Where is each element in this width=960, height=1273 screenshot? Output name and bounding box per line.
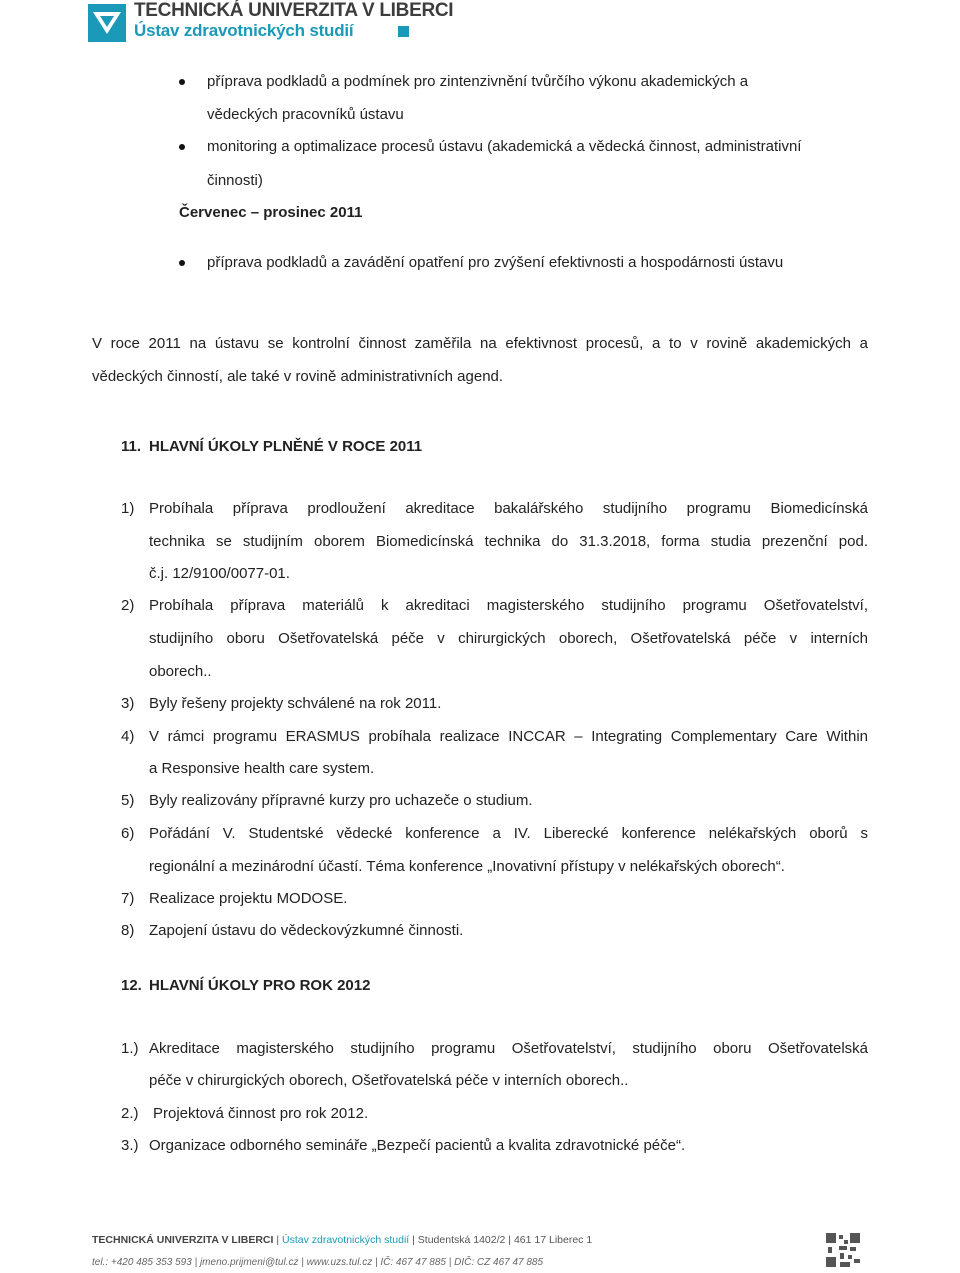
header-institute: Ústav zdravotnických studií [134, 21, 354, 40]
list-item-line: Probíhala příprava prodloužení akreditace bakalářského studijního programu Biomedicínská [149, 500, 868, 517]
list-item-line: péče v chirurgických oborech, Ošetřovatelská péče v interních oborech.. [149, 1072, 629, 1089]
bullet-text-cont: činnosti) [207, 172, 263, 189]
list-item-line: regionální a mezinárodní účastí. Téma konference „Inovativní přístupy v nelékařských oborech“. [149, 858, 785, 875]
list-number: 2) [121, 597, 135, 614]
footer-separator: | [276, 1234, 280, 1246]
bullet-text: monitoring a optimalizace procesů ústavu (akademická a vědecká činnost, administrativní [207, 138, 802, 155]
list-item-line: Probíhala příprava materiálů k akreditaci magisterského studijního programu Ošetřovatelství, [149, 597, 868, 614]
summary-line: vědeckých činností, ale také v rovině administrativních agend. [92, 368, 504, 385]
list-item-line: č.j. 12/9100/0077-01. [149, 565, 290, 582]
list-number: 3.) [121, 1137, 139, 1154]
list-item-line: Byly řešeny projekty schválené na rok 2011. [149, 695, 442, 712]
header-university: TECHNICKÁ UNIVERZITA V LIBERCI [134, 0, 454, 21]
footer-university: TECHNICKÁ UNIVERZITA V LIBERCI [92, 1234, 274, 1246]
list-item-line: Pořádání V. Studentské vědecké konference a IV. Liberecké konference nelékařských oborů s [149, 825, 868, 842]
list-number: 4) [121, 728, 135, 745]
list-item-line: Byly realizovány přípravné kurzy pro uchazeče o studium. [149, 792, 533, 809]
list-item-line: technika se studijním oborem Biomedicínská technika do 31.3.2018, forma studia prezenční pod. [149, 533, 868, 550]
footer-institute: Ústav zdravotnických studií [282, 1234, 410, 1246]
list-number: 7) [121, 890, 135, 907]
list-item-line: Organizace odborného semináře „Bezpečí pacientů a kvalita zdravotnické péče“. [149, 1137, 686, 1154]
list-number: 3) [121, 695, 135, 712]
bullet-icon [179, 260, 185, 266]
list-number: 1) [121, 500, 135, 517]
header-accent-square [398, 26, 409, 37]
bullet-icon [179, 144, 185, 150]
section-title: HLAVNÍ ÚKOLY PRO ROK 2012 [149, 977, 371, 994]
list-number: 1.) [121, 1040, 139, 1057]
list-item-line: oborech.. [149, 663, 212, 680]
bullet-text: příprava podkladů a zavádění opatření pro zvýšení efektivnosti a hospodárnosti ústavu [207, 254, 784, 271]
period-heading: Červenec – prosinec 2011 [179, 204, 363, 221]
list-number: 2.) [121, 1105, 139, 1122]
university-logo-icon [88, 4, 126, 42]
section-number: 11. [121, 438, 142, 455]
qr-code-icon [826, 1233, 860, 1267]
list-item-line: Projektová činnost pro rok 2012. [153, 1105, 369, 1122]
section-title: HLAVNÍ ÚKOLY PLNĚNÉ V ROCE 2011 [149, 438, 423, 455]
footer-address [92, 1234, 592, 1246]
bullet-text: příprava podkladů a podmínek pro zintenzivnění tvůrčího výkonu akademických a [207, 73, 749, 90]
list-item-line: V rámci programu ERASMUS probíhala realizace INCCAR – Integrating Complementary Care Within [149, 728, 868, 745]
footer-contacts: tel.: +420 485 353 593 | jmeno.prijmeni@tul.cz | www.uzs.tul.cz | IČ: 467 47 885 | DIČ: CZ 467 47 885 [92, 1257, 544, 1268]
list-item-line: studijního oboru Ošetřovatelská péče v chirurgických oborech, Ošetřovatelská péče v interních [149, 630, 868, 647]
bullet-text-cont: vědeckých pracovníků ústavu [207, 106, 404, 123]
bullet-icon [179, 79, 185, 85]
list-item-line: a Responsive health care system. [149, 760, 375, 777]
list-item-line: Akreditace magisterského studijního programu Ošetřovatelství, studijního oboru Ošetřovatelská [149, 1040, 868, 1057]
footer-city: 461 17 Liberec 1 [513, 1234, 593, 1246]
section-number: 12. [121, 977, 142, 994]
list-item-line: Zapojení ústavu do vědeckovýzkumné činnosti. [149, 922, 464, 939]
summary-line: V roce 2011 na ústavu se kontrolní činnost zaměřila na efektivnost procesů, a to v rovině akademických a [92, 335, 868, 352]
footer-separator: | [412, 1234, 415, 1246]
list-item-line: Realizace projektu MODOSE. [149, 890, 348, 907]
list-number: 6) [121, 825, 135, 842]
list-number: 5) [121, 792, 135, 809]
footer-street: Studentská 1402/2 [417, 1234, 506, 1246]
footer-separator: | [508, 1234, 512, 1246]
list-number: 8) [121, 922, 135, 939]
